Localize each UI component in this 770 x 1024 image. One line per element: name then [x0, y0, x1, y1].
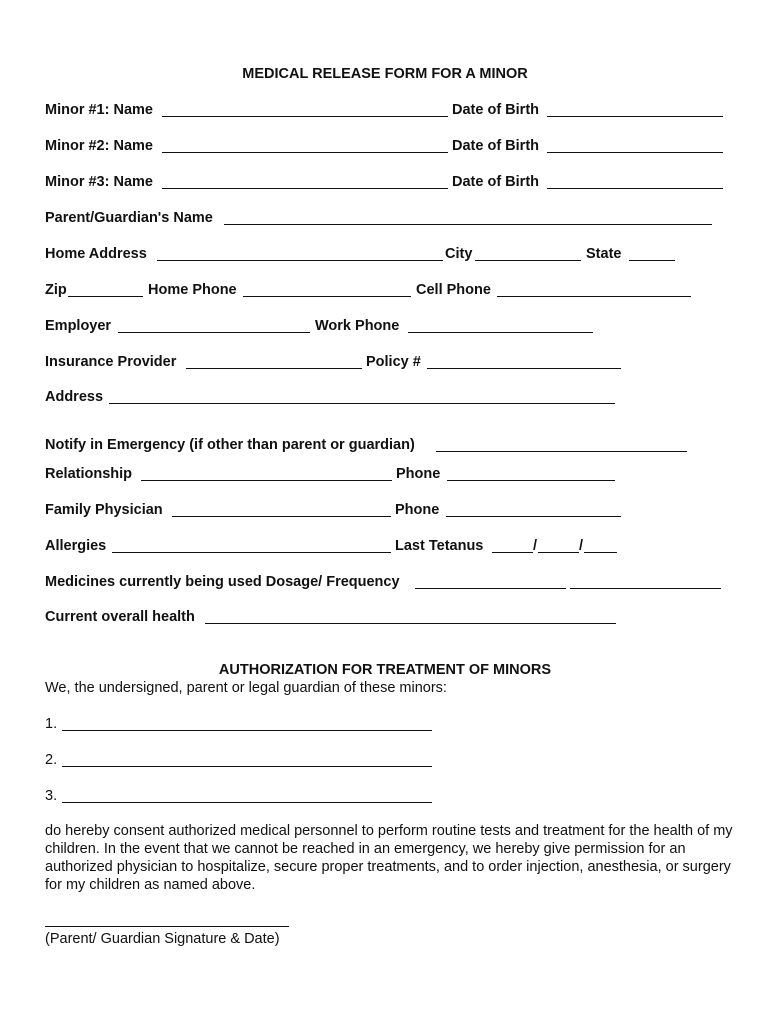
item-1-field[interactable]: [62, 730, 432, 731]
current-health-field[interactable]: [205, 623, 616, 624]
authorization-title: AUTHORIZATION FOR TREATMENT OF MINORS: [218, 662, 552, 678]
item-3-label: 3.: [45, 788, 58, 804]
physician-row: [45, 501, 725, 521]
minor2-row: [45, 137, 725, 157]
tetanus-separator-1: /: [533, 538, 538, 554]
allergies-field[interactable]: [112, 552, 391, 553]
home-address-row: [45, 245, 725, 265]
item-3-field[interactable]: [62, 802, 432, 803]
city-label: City: [445, 246, 473, 262]
address-label: Address: [45, 389, 104, 405]
minor3-dob-field[interactable]: [547, 188, 723, 189]
minor3-name-label: Minor #3: Name: [45, 174, 153, 190]
tetanus-month-field[interactable]: [492, 552, 533, 553]
work-phone-label: Work Phone: [315, 318, 400, 334]
allergies-label: Allergies: [45, 538, 107, 554]
medicines-label: Medicines currently being used Dosage/ Frequency: [45, 574, 400, 590]
minor2-dob-field[interactable]: [547, 152, 723, 153]
minor-signature-row-2: [45, 751, 725, 771]
minor-signature-row-1: [45, 715, 725, 735]
family-physician-field[interactable]: [172, 516, 391, 517]
cell-phone-field[interactable]: [497, 296, 691, 297]
item-2-label: 2.: [45, 752, 58, 768]
work-phone-field[interactable]: [408, 332, 593, 333]
minor3-name-field[interactable]: [162, 188, 448, 189]
state-label: State: [586, 246, 622, 262]
physician-phone-label: Phone: [395, 502, 440, 518]
minor1-row: [45, 101, 725, 121]
employer-row: [45, 317, 725, 337]
minor1-name-field[interactable]: [162, 116, 448, 117]
minor2-name-field[interactable]: [162, 152, 448, 153]
relationship-phone-field[interactable]: [447, 480, 615, 481]
city-field[interactable]: [475, 260, 581, 261]
cell-phone-label: Cell Phone: [416, 282, 491, 298]
zip-phone-row: [45, 281, 725, 301]
minor-signature-row-3: [45, 787, 725, 807]
employer-field[interactable]: [118, 332, 310, 333]
home-address-label: Home Address: [45, 246, 147, 262]
signature-label: (Parent/ Guardian Signature & Date): [45, 931, 280, 947]
authorization-intro: We, the undersigned, parent or legal guardian of these minors:: [45, 680, 447, 696]
form-title: MEDICAL RELEASE FORM FOR A MINOR: [242, 66, 528, 82]
tetanus-separator-2: /: [579, 538, 584, 554]
tetanus-year-field[interactable]: [584, 552, 617, 553]
signature-line[interactable]: [45, 926, 289, 927]
address-field[interactable]: [109, 403, 615, 404]
family-physician-label: Family Physician: [45, 502, 163, 518]
zip-field[interactable]: [68, 296, 143, 297]
policy-label: Policy #: [366, 354, 421, 370]
policy-field[interactable]: [427, 368, 621, 369]
tetanus-day-field[interactable]: [538, 552, 579, 553]
medicines-field[interactable]: [415, 588, 566, 589]
guardian-row: [45, 209, 725, 229]
item-2-field[interactable]: [62, 766, 432, 767]
minor1-dob-label: Date of Birth: [452, 102, 539, 118]
minor2-name-label: Minor #2: Name: [45, 138, 153, 154]
relationship-label: Relationship: [45, 466, 133, 482]
current-health-label: Current overall health: [45, 609, 195, 625]
minor3-row: [45, 173, 725, 193]
insurance-provider-field[interactable]: [186, 368, 362, 369]
relationship-phone-label: Phone: [396, 466, 441, 482]
item-1-label: 1.: [45, 716, 58, 732]
minor1-dob-field[interactable]: [547, 116, 723, 117]
minor2-dob-label: Date of Birth: [452, 138, 539, 154]
minor1-name-label: Minor #1: Name: [45, 102, 153, 118]
employer-label: Employer: [45, 318, 112, 334]
health-row: [45, 608, 725, 628]
physician-phone-field[interactable]: [446, 516, 621, 517]
home-phone-label: Home Phone: [148, 282, 237, 298]
allergies-row: [45, 537, 725, 557]
address-row: [45, 388, 725, 408]
insurance-provider-label: Insurance Provider: [45, 354, 177, 370]
medicines-row: [45, 573, 725, 593]
insurance-row: [45, 353, 725, 373]
relationship-field[interactable]: [141, 480, 392, 481]
guardian-name-field[interactable]: [224, 224, 712, 225]
zip-label: Zip: [45, 282, 67, 298]
home-address-field[interactable]: [157, 260, 443, 261]
relationship-row: [45, 465, 725, 485]
last-tetanus-label: Last Tetanus: [395, 538, 484, 554]
consent-paragraph: do hereby consent authorized medical personnel to perform routine tests and treatment for the health of my children. In the event that we cannot be reached in an emergency, we hereby give permission for an authorized physician to hospitalize, secure proper treatments, and to order injection, anesthesia, or surgery for my children as named above.: [45, 823, 733, 893]
home-phone-field[interactable]: [243, 296, 411, 297]
state-field[interactable]: [629, 260, 675, 261]
minor3-dob-label: Date of Birth: [452, 174, 539, 190]
notify-emergency-field[interactable]: [436, 451, 687, 452]
dosage-frequency-field[interactable]: [570, 588, 721, 589]
notify-emergency-label: Notify in Emergency (if other than parent or guardian): [45, 437, 415, 453]
guardian-name-label: Parent/Guardian's Name: [45, 210, 213, 226]
emergency-row: [45, 436, 725, 456]
